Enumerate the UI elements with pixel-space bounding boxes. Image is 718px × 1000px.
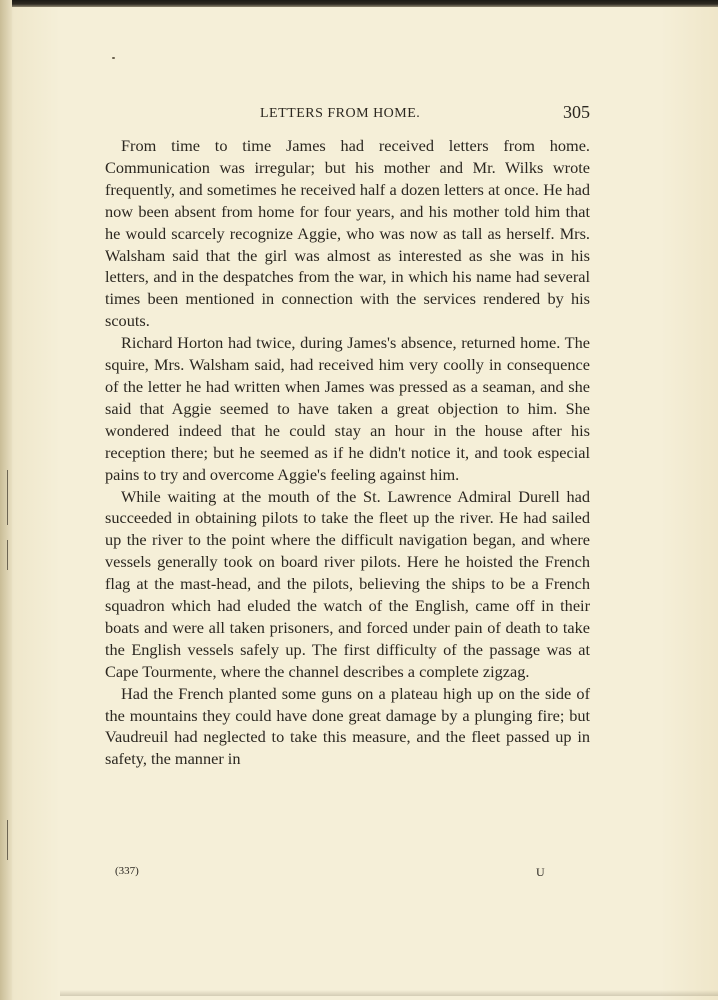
binding-mark xyxy=(7,470,8,525)
page-top-edge xyxy=(0,0,718,7)
page-bottom-edge xyxy=(60,990,718,996)
page-footer xyxy=(105,865,590,881)
page-number: 305 xyxy=(563,102,590,122)
running-head xyxy=(105,102,590,124)
running-title: LETTERS FROM HOME. xyxy=(260,106,421,121)
paragraph: While waiting at the mouth of the St. Lawrence Admiral Durell had succeeded in obtaining pilots to take the fleet up the river. He had sailed up the river to the point where the difficult navigation began, and where vessels generally took on board river pilots. Here he hoisted the French flag at the mast-head, and the pilots, believing the ships to be a French squadron which had eluded the watch of the English, came off in their boats and were all taken prisoners, and forced under pain of death to take the English vessels safely up. The first difficulty of the passage was at Cape Tourmente, where the channel describes a complete zigzag. xyxy=(105,486,590,681)
paragraph: Had the French planted some guns on a plateau high up on the side of the mountains they could have done great damage by a plunging fire; but Vaudreuil had neglected to take this measure, and the fleet passed up in safety, the manner in xyxy=(105,683,590,769)
binding-mark xyxy=(7,540,8,570)
paragraph: From time to time James had received letters from home. Communication was irregular; but his mother and Mr. Wilks wrote frequently, and sometimes he received half a dozen letters at once. He had now been absent from home for four years, and his mother told him that he would scarcely recognize Aggie, who was now as tall as herself. Mrs. Walsham said that the girl was almost as interested as she was in his letters, and in the despatches from the war, in which his name had several times been mentioned in connection with the services rendered by his scouts. xyxy=(105,136,590,331)
gathering-letter: U xyxy=(536,865,545,879)
signature-mark: (337) xyxy=(115,865,139,877)
binding-mark xyxy=(7,820,8,860)
body-text xyxy=(105,135,590,770)
paragraph: Richard Horton had twice, during James's absence, returned home. The squire, Mrs. Walsham said, had received him very coolly in consequence of the letter he had written when James was pressed as a seaman, and she said that Aggie seemed to have taken a great objection to him. She wondered indeed that he could stay an hour in the house after his reception there; but he seemed as if he didn't notice it, and took especial pains to try and overcome Aggie's feeling against him. xyxy=(105,333,590,484)
book-binding xyxy=(0,0,12,1000)
dust-speck xyxy=(112,57,115,59)
